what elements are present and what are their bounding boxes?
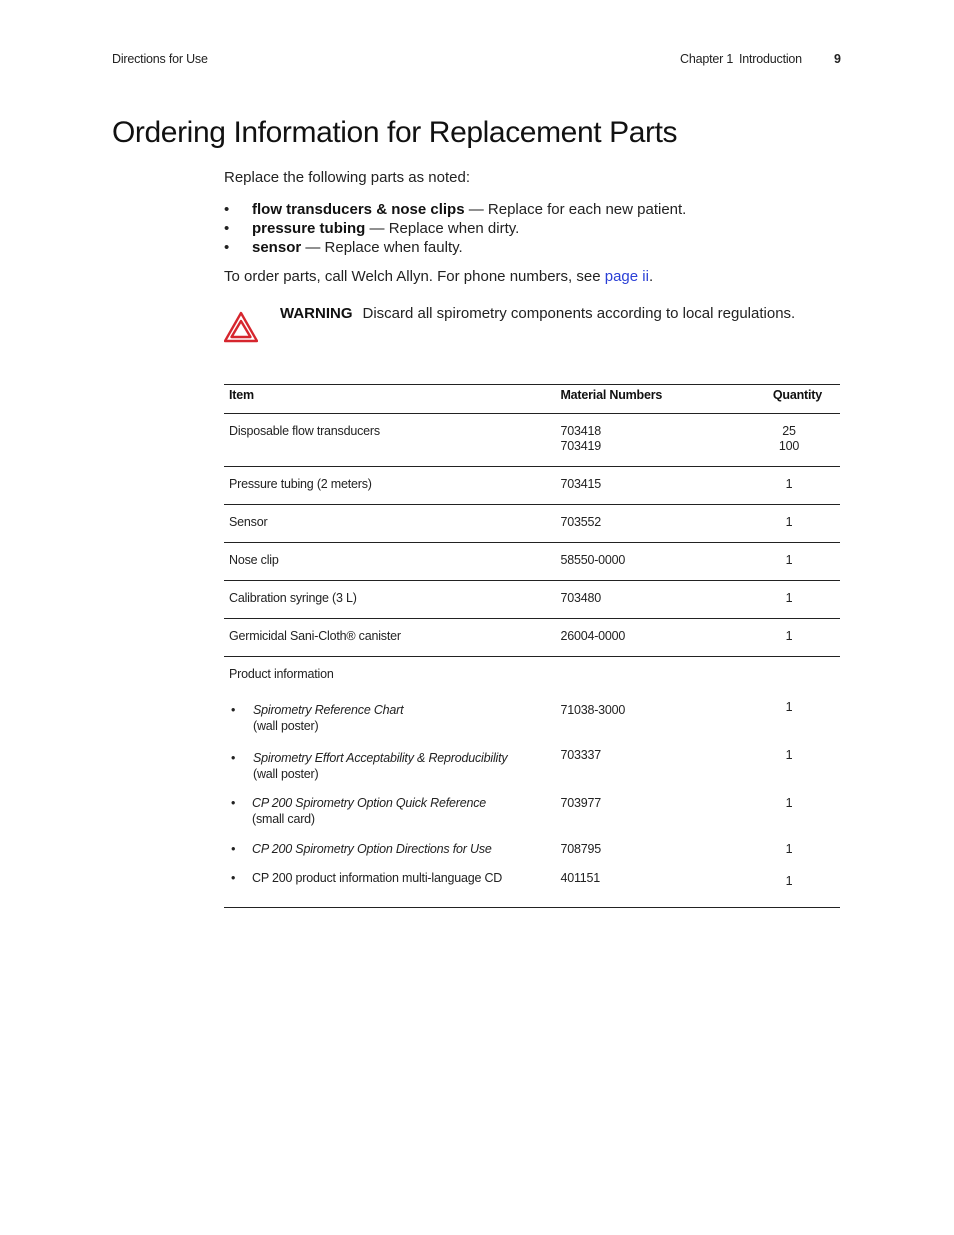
bullet-icon: • <box>231 871 236 885</box>
table-row <box>224 795 840 841</box>
list-item <box>229 702 560 734</box>
table-row <box>224 870 840 907</box>
quantity-cell: 1 <box>785 629 793 643</box>
running-header-chapter: Chapter 1 <box>680 52 734 66</box>
list-item-text: — Replace when dirty. <box>365 220 520 237</box>
material-cell: 708795 <box>560 842 601 856</box>
warning-text: Discard all spirometry components according to local regulations. <box>362 305 796 322</box>
product-info-heading-row <box>224 657 840 700</box>
list-item-term: pressure tubing <box>252 220 366 237</box>
quantity-value: 25 <box>782 424 796 438</box>
page-title: Ordering Information for Replacement Parts <box>112 116 678 149</box>
bullet-icon: • <box>224 239 230 256</box>
item-cell <box>224 841 560 870</box>
material-cell: 26004-0000 <box>560 629 626 643</box>
table-row <box>224 747 840 795</box>
material-cell: 703337 <box>560 748 601 762</box>
product-title: CP 200 Spirometry Option Quick Reference <box>252 796 487 810</box>
table-row <box>224 841 840 870</box>
list-item <box>229 750 560 782</box>
column-header-material: Material Numbers <box>560 388 663 402</box>
quantity-value: 100 <box>778 439 800 453</box>
list-item <box>229 870 560 886</box>
material-cell: 703480 <box>560 591 601 605</box>
material-cell: 401151 <box>560 871 601 885</box>
quantity-cell <box>738 414 840 467</box>
quantity-cell: 1 <box>785 553 793 567</box>
table-header-row <box>224 385 840 414</box>
item-cell <box>224 795 560 841</box>
order-text <box>224 268 844 285</box>
column-header-quantity: Quantity <box>772 388 822 402</box>
table-row <box>224 581 840 619</box>
table-row <box>224 467 840 505</box>
page-ii-link[interactable]: page ii <box>604 268 649 285</box>
material-number: 703419 <box>560 439 601 453</box>
material-cell: 703415 <box>560 477 601 491</box>
list-item-text: — Replace for each new patient. <box>464 201 687 218</box>
list-item-term: flow transducers & nose clips <box>252 201 465 218</box>
product-info-heading: Product information <box>229 667 334 681</box>
product-title: CP 200 Spirometry Option Directions for Use <box>252 842 492 856</box>
running-header-title: Directions for Use <box>112 52 208 66</box>
list-item <box>224 219 686 238</box>
item-cell <box>224 747 560 795</box>
material-cell: 703977 <box>560 796 601 810</box>
bullet-icon: • <box>224 220 230 237</box>
product-title: Spirometry Effort Acceptability & Reproducibility <box>253 751 508 765</box>
list-item <box>224 200 686 219</box>
quantity-cell: 1 <box>785 591 793 605</box>
item-cell <box>224 699 560 747</box>
bullet-icon: • <box>224 201 230 218</box>
material-number: 703418 <box>560 424 601 438</box>
order-text-main: To order parts, call Welch Allyn. For phone numbers, see <box>224 268 605 285</box>
list-item-text: — Replace when faulty. <box>301 239 463 256</box>
intro-text: Replace the following parts as noted: <box>224 169 470 186</box>
table-row <box>224 543 840 581</box>
item-cell: Calibration syringe (3 L) <box>229 591 357 605</box>
running-header-section: Introduction <box>739 52 802 66</box>
bullet-icon: • <box>231 796 236 810</box>
material-cell: 71038-3000 <box>560 703 626 717</box>
replacement-list <box>224 200 686 257</box>
item-cell: Disposable flow transducers <box>229 424 380 438</box>
table-row <box>224 619 840 657</box>
material-cell: 58550-0000 <box>560 553 626 567</box>
product-note: (small card) <box>252 812 315 826</box>
quantity-cell: 1 <box>785 748 793 762</box>
quantity-cell: 1 <box>785 477 793 491</box>
product-title: CP 200 product information multi-language CD <box>252 871 503 885</box>
page-number: 9 <box>834 52 841 66</box>
order-text-end: . <box>648 268 654 285</box>
quantity-cell: 1 <box>785 515 793 529</box>
list-item <box>229 795 560 827</box>
list-item-term: sensor <box>252 239 302 256</box>
material-cell: 703552 <box>560 515 601 529</box>
quantity-cell: 1 <box>785 842 793 856</box>
material-cell <box>560 414 738 467</box>
item-cell: Pressure tubing (2 meters) <box>229 477 372 491</box>
item-cell: Germicidal Sani-Cloth® canister <box>229 629 401 643</box>
table-row <box>224 505 840 543</box>
list-item <box>224 238 686 257</box>
quantity-cell: 1 <box>785 700 793 714</box>
warning-triangle-icon <box>224 311 258 343</box>
table-row <box>224 414 840 467</box>
bullet-icon: • <box>231 842 236 856</box>
column-header-item: Item <box>229 388 254 402</box>
quantity-cell: 1 <box>785 874 793 888</box>
bullet-icon: • <box>231 751 236 765</box>
item-cell: Sensor <box>229 515 268 529</box>
warning-message <box>280 305 795 322</box>
product-note: (wall poster) <box>253 767 319 781</box>
product-note: (wall poster) <box>253 719 319 733</box>
bullet-icon: • <box>231 703 236 717</box>
parts-table <box>224 384 840 908</box>
list-item <box>229 841 560 857</box>
item-cell <box>224 870 560 907</box>
table-row <box>224 699 840 747</box>
item-cell: Nose clip <box>229 553 279 567</box>
product-title: Spirometry Reference Chart <box>253 703 404 717</box>
warning-label: WARNING <box>280 305 353 322</box>
quantity-cell: 1 <box>785 796 793 810</box>
